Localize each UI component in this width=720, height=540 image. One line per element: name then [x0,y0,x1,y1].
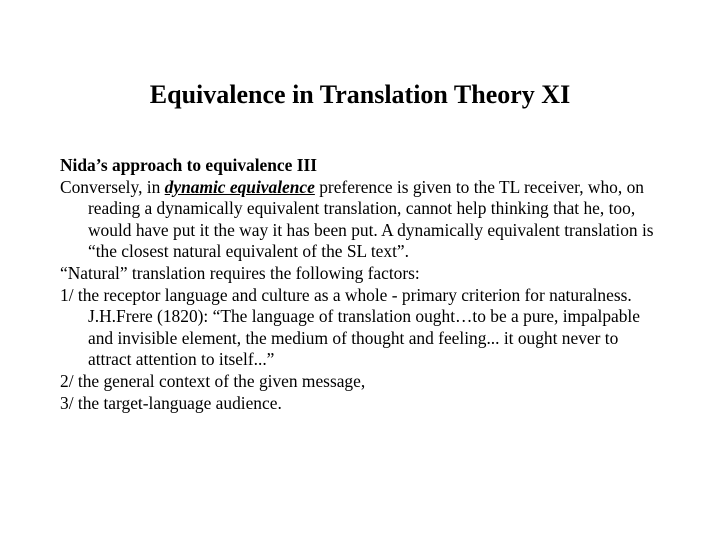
dynamic-equivalence-term: dynamic equivalence [164,176,315,197]
factor-item-3: 3/ the target-language audience. [60,392,282,413]
slide-title: Equivalence in Translation Theory XI [149,80,571,109]
factor-item-1: 1/ the receptor language and culture as a whole - primary criterion for naturalness. J.H.Frere (1820): “The language of translation ought…to be a pure, impalpable and invisible element, the medium of thought and feeling... it ought never to attract attention to itself...” [60,284,640,370]
paragraph-text-start: Conversely, in [60,176,165,197]
paragraph-text-rest: preference is given to the TL receiver, who, on reading a dynamically equivalent translation, cannot help thinking that he, too, would have put it the way it has been put. A dynamically equivalent translation is “the closest natural equivalent of the SL text”. [88,176,654,262]
factor-item-2: 2/ the general context of the given message, [60,370,366,391]
subheading: Nida’s approach to equivalence III [60,155,318,175]
paragraph-natural-translation: “Natural” translation requires the following factors: [60,262,420,283]
paragraph-dynamic-equivalence [60,177,660,263]
slide-body [60,155,660,414]
